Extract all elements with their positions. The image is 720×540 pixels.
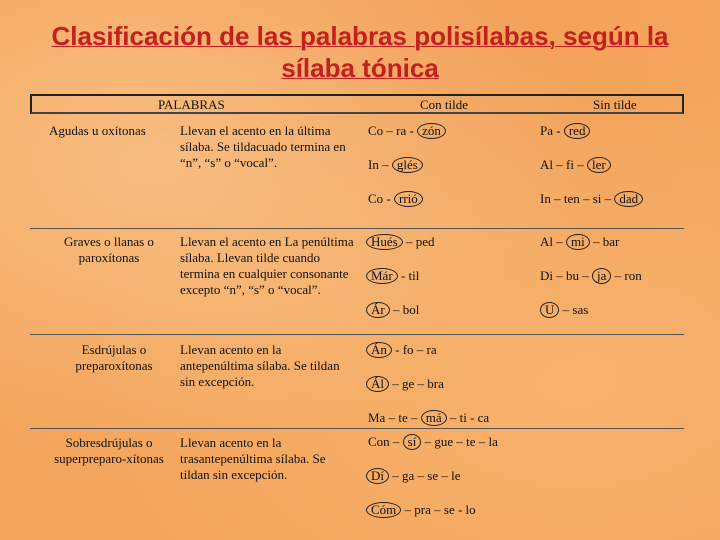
tonic-syllable: glés (392, 157, 423, 173)
row-type-esdrujulas: Esdrújulas o preparoxítonas (75, 342, 153, 373)
row-type-sobresdrujulas: Sobresdrújulas o superpreparo-xítonas (54, 435, 164, 466)
title-line-2: sílaba tónica (281, 53, 439, 83)
header-palabras: PALABRAS (158, 97, 225, 112)
example-word: Cóm – pra – se - lo (366, 502, 476, 518)
tonic-syllable: Hués (366, 234, 403, 250)
row-divider (30, 228, 684, 229)
tonic-syllable: Dí (366, 468, 389, 484)
example-word: U – sas (540, 302, 588, 318)
example-word: Di – bu – ja – ron (540, 268, 642, 283)
tonic-syllable: Án (366, 342, 392, 358)
example-word: Pa - red (540, 123, 590, 139)
tonic-syllable: dad (614, 191, 643, 207)
row-rule-graves: Llevan el acento en La penúltima sílaba. Llevan tilde cuando termina en cualquier consonante excepto “n”, “s” o “vocal”. (180, 234, 354, 297)
row-rule-agudas: Llevan el acento en la última sílaba. Se tildacuado termina en “n”, “s” o “vocal”. (180, 123, 346, 170)
example-word: Co – ra - zón (368, 123, 446, 139)
row-rule-esdrujulas: Llevan acento en la antepenúltima sílaba. Se tildan sin excepción. (180, 342, 340, 389)
tonic-syllable: sí (403, 434, 422, 450)
example-word: Con – sí – gue – te – la (368, 434, 498, 449)
row-divider (30, 334, 684, 335)
example-word: Co - rrió (368, 191, 423, 207)
header-sin-tilde: Sin tilde (593, 97, 637, 112)
row-rule-sobresdrujulas: Llevan acento en la trasantepenúltima sílaba. Se tildan sin excepción. (180, 435, 326, 482)
tonic-syllable: U (540, 302, 559, 318)
title-line-1: Clasificación de las palabras polisílabas, según la (51, 21, 669, 51)
example-word: In – glés (368, 157, 423, 173)
row-type-graves: Graves o llanas o paroxítonas (64, 234, 154, 265)
table-header-bar (30, 94, 684, 114)
page-title (0, 20, 720, 84)
tonic-syllable: rrió (394, 191, 423, 207)
example-word: Hués – ped (366, 234, 435, 250)
example-word: Ál – ge – bra (366, 376, 444, 392)
tonic-syllable: ja (592, 268, 611, 284)
tonic-syllable: red (564, 123, 591, 139)
example-word: In – ten – si – dad (540, 191, 643, 207)
tonic-syllable: Ár (366, 302, 390, 318)
tonic-syllable: ler (587, 157, 611, 173)
example-word: Dí – ga – se – le (366, 468, 460, 484)
tonic-syllable: Ál (366, 376, 389, 392)
tonic-syllable: Cóm (366, 502, 401, 518)
example-word: Ma – te – má – ti - ca (368, 410, 490, 425)
example-word: Al – fi – ler (540, 157, 611, 173)
example-word: Al – mi – bar (540, 234, 620, 249)
tonic-syllable: mi (566, 234, 590, 250)
header-con-tilde: Con tilde (420, 97, 469, 112)
tonic-syllable: zón (417, 123, 446, 139)
tonic-syllable: má (421, 410, 447, 426)
tonic-syllable: Már (366, 268, 398, 284)
row-type-agudas: Agudas u oxítonas (49, 123, 146, 138)
example-word: Ár – bol (366, 302, 419, 318)
row-divider (30, 428, 684, 429)
example-word: Már - til (366, 268, 419, 284)
example-word: Án - fo – ra (366, 342, 437, 358)
